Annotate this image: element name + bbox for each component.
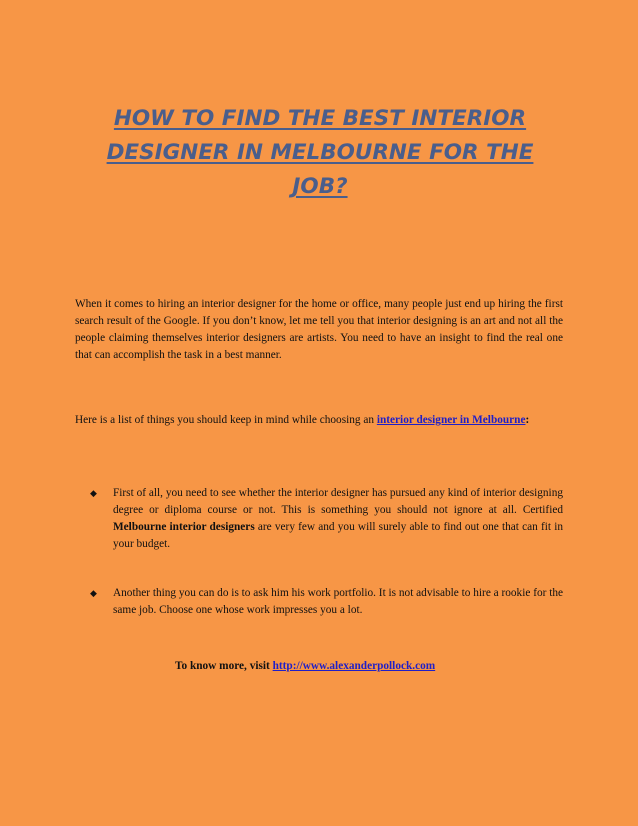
bullet-1-bold: Melbourne interior designers xyxy=(113,521,255,533)
list-item xyxy=(90,585,563,619)
bullet-1-before: First of all, you need to see whether the interior designer has pursued any kind of interior designing degree or diploma course or not. This is something you should not ignore at all. Certified xyxy=(113,487,563,516)
page-title xyxy=(90,102,550,204)
list-item-text xyxy=(113,485,563,553)
list-item-text: Another thing you can do is to ask him his work portfolio. It is not advisable to hire a rookie for the same job. Choose one whose work impresses you a lot. xyxy=(113,587,563,616)
title-line-1: HOW TO FIND THE BEST INTERIOR xyxy=(113,106,527,131)
title-line-2: DESIGNER IN MELBOURNE FOR THE xyxy=(106,140,534,165)
bullet-1-after: are very few and you will surely able to find out one that can fit in your budget. xyxy=(113,521,563,550)
list-intro-paragraph xyxy=(75,412,563,429)
bullet-icon: ◆ xyxy=(90,588,97,598)
visit-label: To know more, visit xyxy=(175,660,273,672)
website-link[interactable]: http://www.alexanderpollock.com xyxy=(272,660,436,672)
list-intro-text: Here is a list of things you should keep in mind while choosing an xyxy=(75,414,377,426)
list-intro-suffix: : xyxy=(525,414,530,426)
list-item xyxy=(90,485,563,553)
interior-designer-link[interactable]: interior designer in Melbourne xyxy=(376,414,526,426)
intro-paragraph: When it comes to hiring an interior designer for the home or office, many people just end up hiring the first search result of the Google. If you don’t know, let me tell you that interior designing is an art and not all the people claiming themselves interior designers are artists. You need to have an insight to find the real one that can accomplish the task in a best manner. xyxy=(75,298,563,361)
bullet-icon: ◆ xyxy=(90,488,97,498)
visit-line xyxy=(175,658,435,675)
title-line-3: JOB? xyxy=(292,174,348,199)
